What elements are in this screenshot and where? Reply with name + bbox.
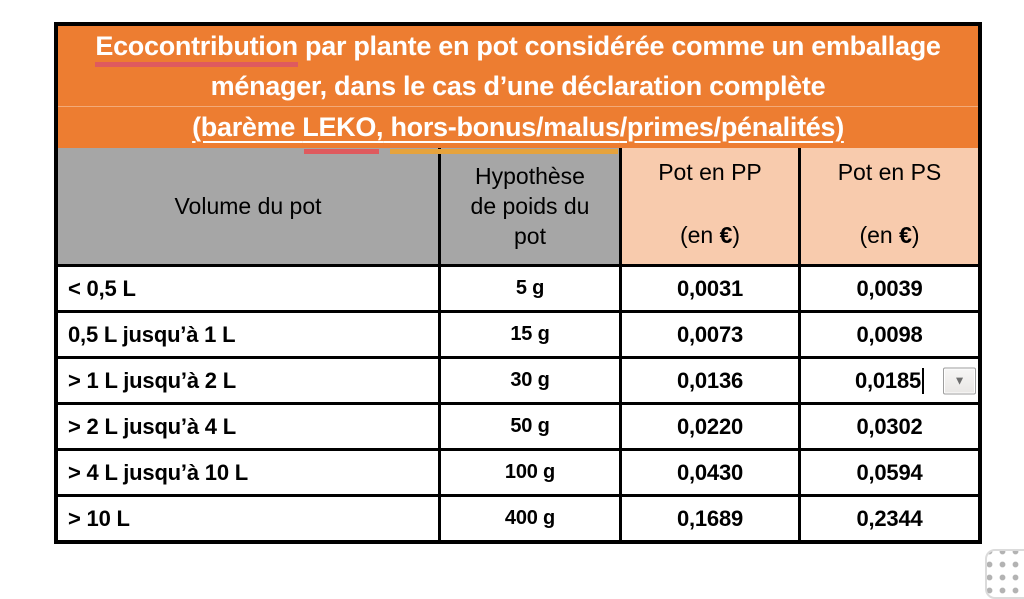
title-line3-underlined [192,112,844,143]
pp-cell[interactable]: 0,0220 [619,405,798,448]
title-line3-part1: (barème [192,112,303,142]
pp-cell[interactable]: 0,0136 [619,359,798,402]
poids-cell[interactable]: 30 g [438,359,619,402]
volume-cell[interactable]: < 0,5 L [68,275,136,301]
cell-text: 0,0185 [854,367,922,393]
title-line3-part5: /primes/pénalités) [619,112,844,142]
unit-suffix: ) [732,222,741,248]
header-ps-title: Pot en PS [837,159,942,185]
title-word-ecocontribution: Ecocontribution [95,31,297,67]
volume-cell[interactable]: 0,5 L jusqu’à 1 L [68,321,236,347]
volume-cell[interactable]: > 4 L jusqu’à 10 L [68,459,249,485]
volume-cell[interactable]: > 10 L [68,505,130,531]
title-word-leko: LEKO, [302,112,384,142]
header-volume-label: Volume du pot [174,192,322,219]
title-main [58,26,978,106]
header-pp-title: Pot en PP [658,159,762,185]
ps-cell[interactable]: 0,2344 [798,497,978,540]
text-caret [922,368,924,394]
pp-cell[interactable]: 0,1689 [619,497,798,540]
ps-cell[interactable]: 0,0098 [798,313,978,356]
title-line-1 [58,27,978,67]
volume-cell[interactable]: > 2 L jusqu’à 4 L [68,413,236,439]
table-row [58,267,978,310]
unit-prefix: (en [679,222,720,248]
ps-cell[interactable]: 0,0302 [798,405,978,448]
poids-cell[interactable]: 100 g [438,451,619,494]
euro-symbol: € [899,222,912,248]
poids-cell[interactable]: 400 g [438,497,619,540]
header-pot-pp[interactable] [619,148,798,264]
header-poids-line1: Hypothèse [475,163,585,189]
header-ps-unit [859,222,919,249]
pp-cell[interactable]: 0,0430 [619,451,798,494]
touch-grid-icon[interactable] [985,549,1024,599]
dropdown-arrow-button[interactable] [943,367,976,394]
table-row [58,494,978,540]
poids-cell[interactable]: 50 g [438,405,619,448]
ps-cell[interactable]: 0,0039 [798,267,978,310]
poids-cell[interactable]: 5 g [438,267,619,310]
table-title-block[interactable] [58,26,978,148]
table-row [58,310,978,356]
header-pp-unit [680,222,740,249]
volume-cell[interactable]: > 1 L jusqu’à 2 L [68,367,236,393]
title-word-horsbonus: hors-bonus/malus [390,112,620,142]
header-poids-line2: de poids du [470,193,590,219]
header-poids[interactable] [438,148,619,264]
header-volume[interactable] [58,148,438,264]
table-row [58,356,978,402]
title-line-2: ménager, dans le cas d’une déclaration complète [210,71,826,101]
table-header-row [58,148,978,267]
chevron-down-icon: ▼ [953,373,966,388]
pp-cell[interactable]: 0,0031 [619,267,798,310]
table-body [58,267,978,540]
poids-cell[interactable]: 15 g [438,313,619,356]
table-row [58,448,978,494]
unit-prefix: (en [859,222,900,248]
title-line-3 [58,106,978,148]
unit-suffix: ) [911,222,920,248]
table-row [58,402,978,448]
ps-cell-editing[interactable] [798,359,978,402]
ecocontribution-table [54,22,982,544]
header-poids-line3: pot [514,223,546,249]
title-line1-rest: par plante en pot considérée comme un emballage [297,31,941,61]
header-pot-ps[interactable] [798,148,978,264]
pp-cell[interactable]: 0,0073 [619,313,798,356]
ps-cell[interactable]: 0,0594 [798,451,978,494]
euro-symbol: € [719,222,733,248]
